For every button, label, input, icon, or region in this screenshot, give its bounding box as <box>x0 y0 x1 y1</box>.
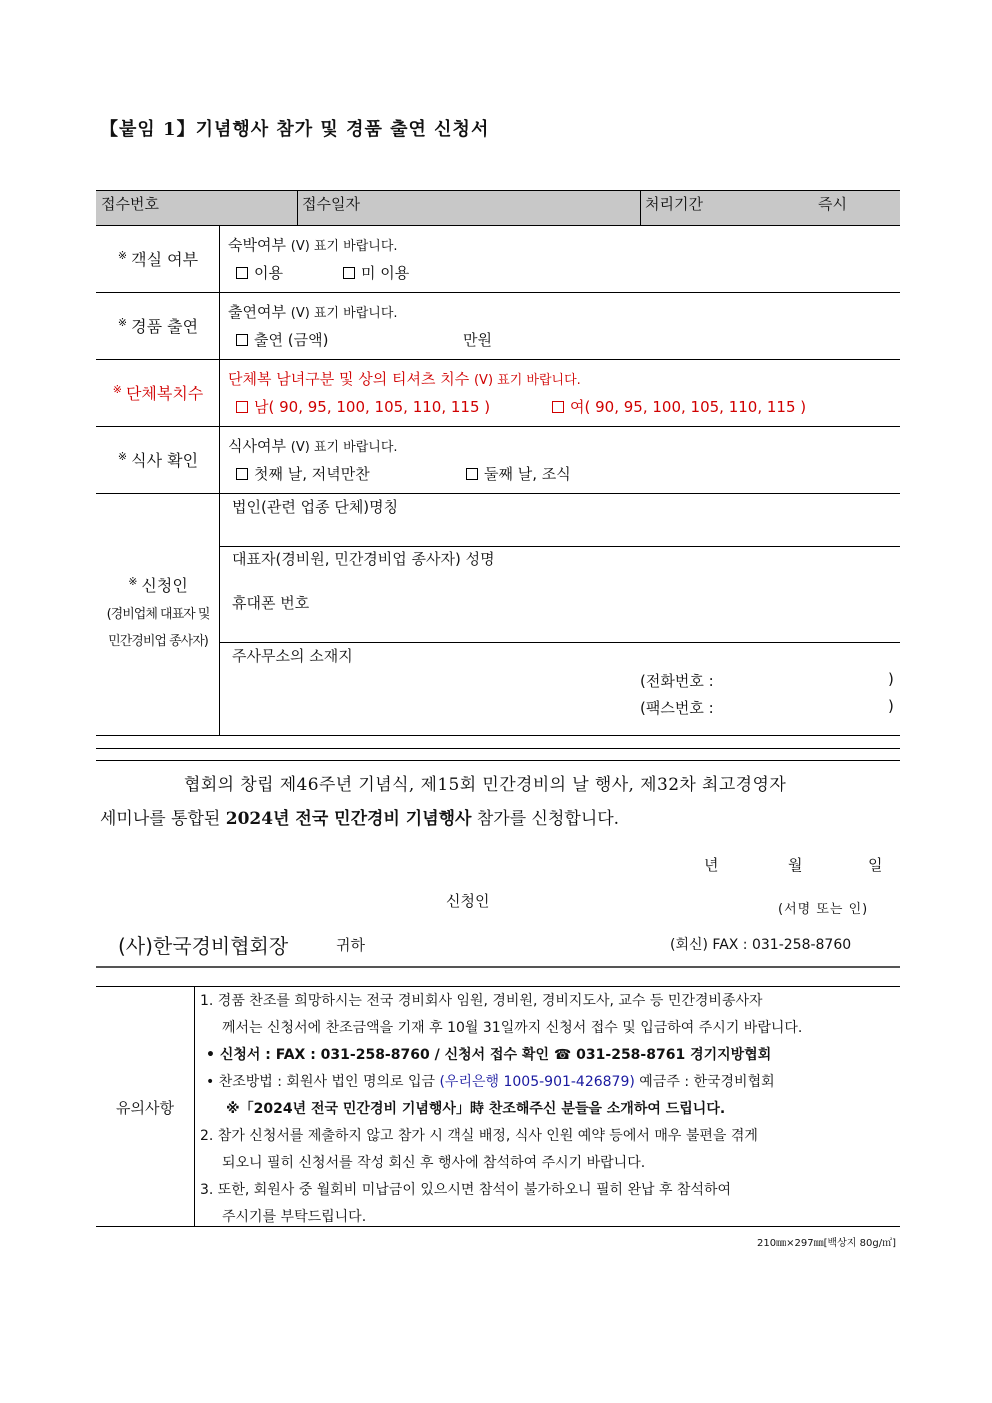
uniform-female-checkbox[interactable] <box>552 401 564 413</box>
application-statement-line1: 협회의 창립 제46주년 기념식, 제15회 민간경비의 날 행사, 제32차 최고경영자 <box>184 775 787 795</box>
receipt-number-label: 접수번호 <box>101 195 159 213</box>
mobile-number-field[interactable]: 휴대폰 번호 <box>232 594 310 612</box>
prize-instruction: 출연여부 (V) 표기 바랍니다. <box>228 303 398 321</box>
representative-name-field[interactable]: 대표자(경비원, 민간경비업 종사자) 성명 <box>232 550 495 568</box>
corp-name-field[interactable]: 법인(관련 업종 단체)명칭 <box>232 498 399 516</box>
room-instruction: 숙박여부 (V) 표기 바랍니다. <box>228 236 398 254</box>
meal-instruction: 식사여부 (V) 표기 바랍니다. <box>228 437 398 455</box>
form-header-bar <box>96 190 900 226</box>
processing-period-label: 처리기간 <box>645 195 703 213</box>
note-bullet-sponsorship: • 찬조방법 : 회원사 법인 명의로 입금 (우리은행 1005-901-426879) 예금주 : 한국경비협회 <box>206 1074 775 1090</box>
date-day: 일 <box>868 856 883 874</box>
room-no-use-checkbox[interactable] <box>343 267 355 279</box>
date-month: 월 <box>788 856 803 874</box>
applicant-sub-label-1: (경비업체 대표자 및 <box>106 607 210 622</box>
note-1-line-1: 1. 경품 찬조를 희망하시는 전국 경비회사 임원, 경비원, 경비지도사, 교수 등 민간경비종사자 <box>200 993 763 1009</box>
applicant-signature-label: 신청인 <box>446 892 490 910</box>
note-2-line-2: 되오니 필히 신청서를 작성 회신 후 행사에 참석하여 주시기 바랍니다. <box>222 1155 646 1171</box>
recipient-honorific: 귀하 <box>336 936 365 954</box>
fax-number-field[interactable]: (팩스번호 : <box>640 699 714 717</box>
applicant-row-label: ※ 신청인 <box>128 574 188 595</box>
reply-fax: (회신) FAX : 031-258-8760 <box>670 937 852 953</box>
prize-row-label: ※ 경품 출연 <box>117 315 199 336</box>
office-address-field[interactable]: 주사무소의 소재지 <box>232 647 353 665</box>
uniform-instruction: 단체복 남녀구분 및 상의 티셔츠 치수 (V) 표기 바랍니다. <box>228 370 581 388</box>
note-1-line-2: 께서는 신청서에 찬조금액을 기재 후 10월 31일까지 신청서 접수 및 입금하여 주시기 바랍니다. <box>222 1020 803 1036</box>
uniform-option-female[interactable]: 여( 90, 95, 100, 105, 110, 115 ) <box>552 396 806 417</box>
phone-number-close: ) <box>888 670 894 688</box>
phone-number-field[interactable]: (전화번호 : <box>640 672 714 690</box>
application-statement-line2: 세미나를 통합된 2024년 전국 민간경비 기념행사 참가를 신청합니다. <box>100 809 620 829</box>
applicant-sub-label-2: 민간경비업 종사자) <box>108 634 208 649</box>
receipt-date-label: 접수일자 <box>302 195 360 213</box>
processing-period-value: 즉시 <box>818 195 847 213</box>
room-option-use[interactable]: 이용 <box>236 262 283 283</box>
meal-breakfast-checkbox[interactable] <box>466 468 478 480</box>
meal-row-label: ※ 식사 확인 <box>117 449 199 470</box>
note-sponsor-introduction: ※「2024년 전국 민간경비 기념행사」時 찬조해주신 분들을 소개하여 드립니다. <box>226 1101 726 1117</box>
recipient-name: (사)한국경비협회장 <box>118 934 289 958</box>
fax-number-close: ) <box>888 697 894 715</box>
uniform-male-checkbox[interactable] <box>236 401 248 413</box>
prize-amount-unit: 만원 <box>463 331 492 349</box>
prize-option-contribute[interactable]: 출연 (금액) <box>236 329 328 350</box>
notes-label: 유의사항 <box>116 1099 174 1117</box>
meal-option-breakfast[interactable]: 둘째 날, 조식 <box>466 463 571 484</box>
prize-checkbox[interactable] <box>236 334 248 346</box>
room-option-no-use[interactable]: 미 이용 <box>343 262 409 283</box>
meal-option-dinner[interactable]: 첫째 날, 저녁만찬 <box>236 463 370 484</box>
paper-spec-footer: 210㎜×297㎜[백상지 80g/㎡] <box>757 1238 896 1249</box>
section-divider <box>96 966 900 968</box>
date-year: 년 <box>704 856 719 874</box>
document-title: 【붙임 1】기념행사 참가 및 경품 출연 신청서 <box>100 119 490 140</box>
note-3-line-2: 주시기를 부탁드립니다. <box>222 1209 367 1225</box>
room-use-checkbox[interactable] <box>236 267 248 279</box>
signature-note: (서명 또는 인) <box>778 902 869 917</box>
uniform-option-male[interactable]: 남( 90, 95, 100, 105, 110, 115 ) <box>236 396 490 417</box>
note-2-line-1: 2. 참가 신청서를 제출하지 않고 참가 시 객실 배정, 식사 인원 예약 등에서 매우 불편을 겪게 <box>200 1128 758 1144</box>
note-3-line-1: 3. 또한, 회원사 중 월회비 미납금이 있으시면 참석이 불가하오니 필히 완납 후 참석하여 <box>200 1182 732 1198</box>
meal-dinner-checkbox[interactable] <box>236 468 248 480</box>
note-bullet-application: • 신청서 : FAX : 031-258-8760 / 신청서 접수 확인 ☎ 031-258-8761 경기지방협회 <box>206 1047 772 1063</box>
uniform-row-label: ※ 단체복치수 <box>112 382 204 403</box>
room-row-label: ※ 객실 여부 <box>117 248 199 269</box>
